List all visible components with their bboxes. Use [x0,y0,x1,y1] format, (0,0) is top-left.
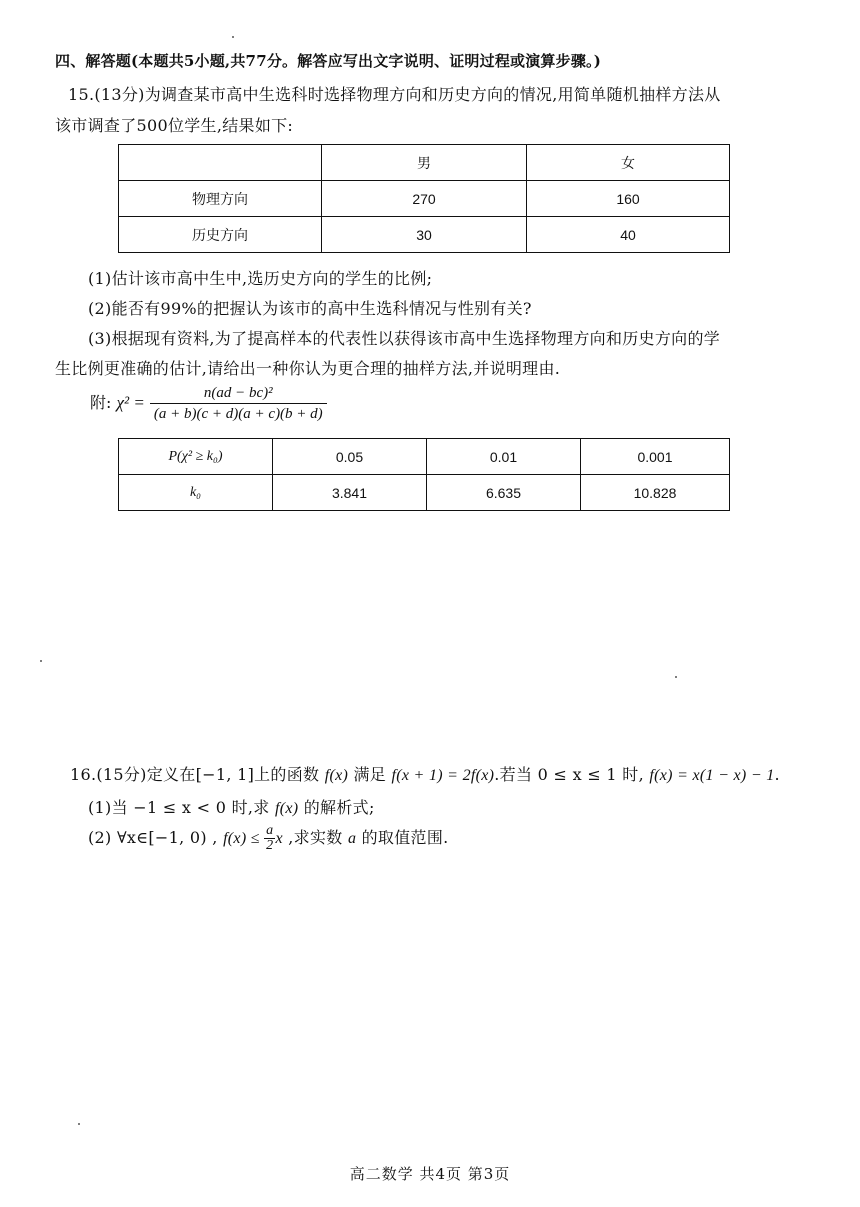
table-cell: 0.05 [273,439,427,475]
table-cell: 270 [322,181,527,217]
formula-fraction [150,383,327,424]
table-cell: k₀ [119,475,273,511]
page-footer: 高二数学 共4页 第3页 [349,1165,511,1183]
table-cell: 3.841 [273,475,427,511]
q16-equation: f(x + 1) = 2f(x) [391,767,495,784]
table-cell: 历史方向 [119,217,322,253]
q16-definition: f(x) = x(1 − x) − 1 [649,767,775,784]
table-header-cell: 男 [322,145,527,181]
table-cell: 40 [527,217,730,253]
fraction-numerator: a [266,823,274,838]
table-cell: P(χ² ≥ k₀) [119,439,273,475]
table-cell: 0.001 [581,439,730,475]
fraction-denominator: 2 [266,838,274,853]
q16-function: f(x) ≤ [223,830,265,847]
formula-numerator: n(ad − bc)² [150,383,327,404]
q15-part3-line1: (3)根据现有资料,为了提高样本的代表性以获得该市高中生选择物理方向和历史方向的学 [88,329,721,348]
table-row [119,181,730,217]
q15-survey-table [118,144,730,253]
table-cell: 160 [527,181,730,217]
q15-part2: (2)能否有99%的把握认为该市的高中生选科情况与性别有关? [88,299,532,318]
table-row [119,439,730,475]
table-row [119,217,730,253]
q16-function: f(x) [324,767,349,784]
q16-text: 的取值范围. [356,828,449,847]
q16-text: 16.(15分)定义在[−1, 1]上的函数 [70,765,325,784]
q16-text: . [774,765,780,784]
q16-text: ,求实数 [282,828,348,847]
table-cell: 30 [322,217,527,253]
table-cell: 6.635 [427,475,581,511]
q16-text: (1)当 −1 ≤ x < 0 时,求 [88,798,275,817]
q15-intro-line2: 该市调查了500位学生,结果如下: [55,116,294,135]
q15-intro-line1: 15.(13分)为调查某市高中生选科时选择物理方向和历史方向的情况,用简单随机抽样方法从 [68,85,721,104]
q16-part2 [88,824,449,853]
q16-statement [70,762,780,785]
section-title: 四、解答题(本题共5小题,共77分。解答应写出文字说明、证明过程或演算步骤。) [55,52,602,70]
table-header-cell [119,145,322,181]
q16-text: .若当 0 ≤ x ≤ 1 时, [494,765,650,784]
table-cell: 物理方向 [119,181,322,217]
table-row [119,475,730,511]
chi-square-formula [90,383,327,424]
formula-prefix: 附: [90,393,112,412]
scan-speck [40,660,42,662]
q15-part1: (1)估计该市高中生中,选历史方向的学生的比例; [88,269,433,288]
scan-speck [232,36,234,38]
table-cell: 10.828 [581,475,730,511]
q15-part3-line2: 生比例更准确的估计,请给出一种你认为更合理的抽样方法,并说明理由. [55,359,561,378]
formula-lhs: χ² = [116,393,145,412]
q16-text: (2) ∀x∈[−1, 0) , [88,828,224,847]
q16-text: 满足 [348,765,392,784]
table-cell: 0.01 [427,439,581,475]
q16-function: f(x) [274,800,299,817]
q16-variable: a [347,830,357,847]
critical-value-table [118,438,730,511]
q16-variable: x [275,830,283,847]
table-header-cell: 女 [527,145,730,181]
q16-part1 [88,795,375,818]
table-header-row [119,145,730,181]
q16-text: 的解析式; [298,798,375,817]
scan-speck [78,1123,80,1125]
formula-denominator: (a + b)(c + d)(a + c)(b + d) [153,406,323,422]
q16-fraction [264,824,275,853]
scan-speck [675,676,677,678]
